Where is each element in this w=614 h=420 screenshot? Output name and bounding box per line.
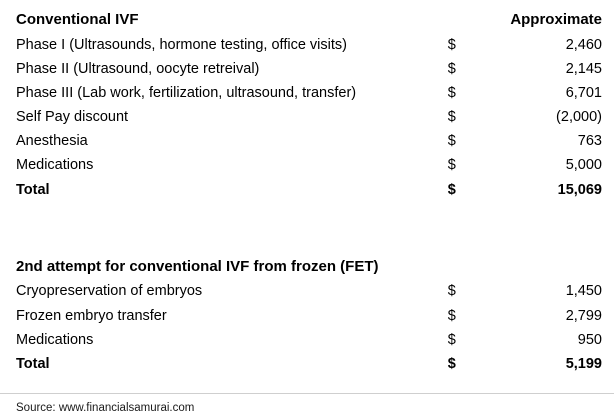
conventional-ivf-table [16,8,602,203]
table-row [16,82,602,106]
row-currency: $ [447,109,456,126]
row-amount: 2,799 [565,307,602,324]
row-amount: 2,460 [565,36,602,53]
table-row [16,305,602,329]
row-label: Self Pay discount [16,109,129,126]
table-row [16,34,602,58]
footer-divider [0,393,614,394]
section-title-conventional-ivf: Conventional IVF [16,11,139,28]
row-amount: 6,701 [565,85,602,102]
row-amount: (2,000) [556,109,602,126]
row-currency: $ [447,283,456,300]
section-title-fet: 2nd attempt for conventional IVF from frozen (FET) [16,257,379,275]
row-label: Cryopreservation of embryos [16,283,203,300]
header-currency [448,255,489,281]
row-amount: 950 [577,331,602,348]
table-row [16,154,602,178]
fet-table [16,255,602,377]
row-label: Phase I (Ultrasounds, hormone testing, office visits) [16,36,347,53]
header-amount-label: Approximate [510,11,602,28]
row-currency: $ [447,331,456,348]
total-amount: 5,199 [565,355,602,372]
row-label: Anesthesia [16,133,88,150]
row-currency: $ [447,157,456,174]
row-label: Phase III (Lab work, fertilization, ultrasound, transfer) [16,85,357,102]
row-currency: $ [447,307,456,324]
table-row [16,280,602,304]
source-attribution: Source: www.financialsamurai.com [16,402,195,414]
total-currency: $ [447,181,456,198]
row-label: Phase II (Ultrasound, oocyte retreival) [16,60,260,77]
row-amount: 5,000 [565,157,602,174]
table-row [16,58,602,82]
total-row [16,353,602,377]
table-header-row [16,255,602,281]
table-row [16,106,602,130]
total-row [16,179,602,203]
row-currency: $ [447,60,456,77]
total-currency: $ [447,355,456,372]
table-row [16,329,602,353]
row-currency: $ [447,36,456,53]
table-row [16,130,602,154]
row-currency: $ [447,133,456,150]
total-amount: 15,069 [557,181,602,198]
table-header-row [16,8,602,34]
total-label: Total [16,181,50,198]
section-spacer [16,203,602,255]
row-currency: $ [447,85,456,102]
row-amount: 763 [577,133,602,150]
row-label: Frozen embryo transfer [16,307,167,324]
row-amount: 2,145 [565,60,602,77]
row-label: Medications [16,331,94,348]
header-currency [448,8,489,34]
total-label: Total [16,355,50,372]
row-label: Medications [16,157,94,174]
header-amount-label [489,255,602,281]
row-amount: 1,450 [565,283,602,300]
